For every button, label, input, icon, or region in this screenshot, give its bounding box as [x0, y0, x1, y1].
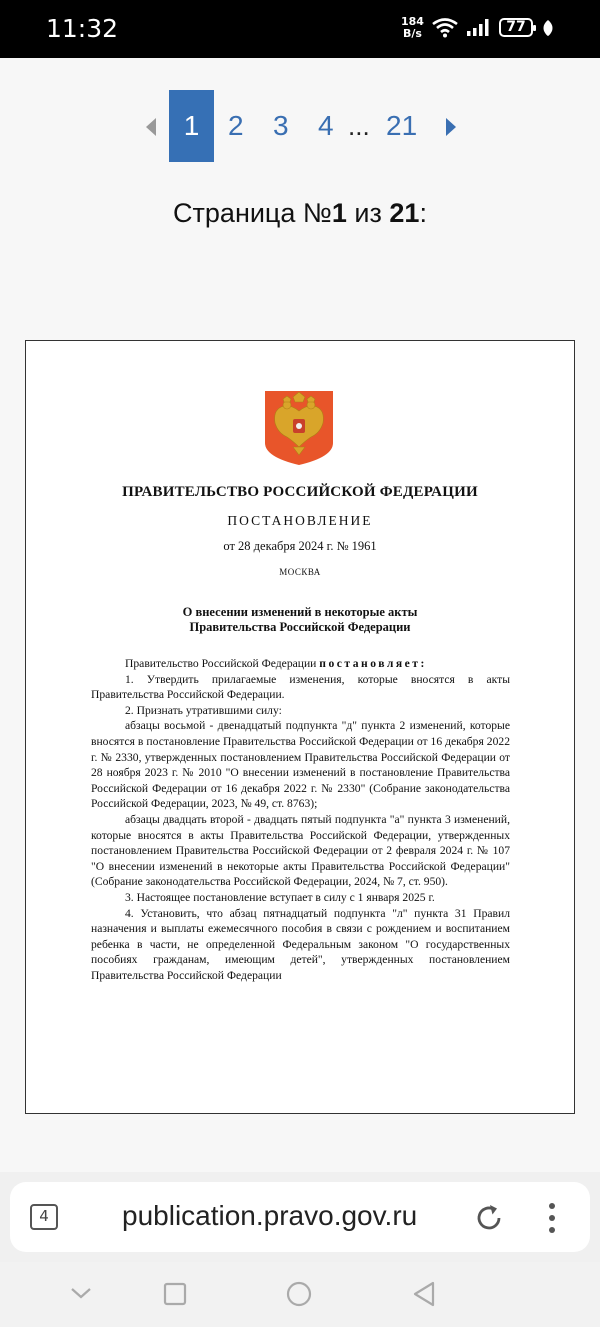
pagination: [0, 90, 600, 162]
document-page: [25, 340, 575, 1114]
resolves-word: постановляет:: [319, 657, 427, 670]
caption-total: 21: [389, 198, 420, 228]
caption-middle: из: [346, 198, 390, 228]
page-link-2[interactable]: 2: [228, 110, 244, 141]
leaf-icon: [541, 19, 555, 37]
circle-icon[interactable]: [286, 1281, 312, 1307]
net-speed-value: 184: [401, 15, 424, 28]
body-paragraph: абзацы двадцать второй - двадцать пятый подпункта "а" пункта 3 изменений, которые вносятся в акты Правительства Российской Федерации, утвержденных постановлением Правительства Российской Федерации от 2 февраля 2024 г. № 107 "О внесении изменений в некоторые акты Правительства Российской Федерации" (Собрание законодательства Российской Федерации, 2024, № 7, ст. 950).: [91, 812, 510, 889]
page-caption: [0, 198, 600, 229]
url-text[interactable]: publication.pravo.gov.ru: [122, 1200, 418, 1231]
government-title: ПРАВИТЕЛЬСТВО РОССИЙСКОЙ ФЕДЕРАЦИИ: [122, 484, 478, 500]
back-triangle-icon[interactable]: [412, 1281, 436, 1307]
decree-date: от 28 декабря 2024 г. № 1961: [223, 539, 377, 553]
wifi-icon: [432, 18, 458, 38]
status-bar: [0, 0, 600, 58]
pagination-ellipsis: ...: [348, 111, 370, 141]
prev-page-arrow-icon[interactable]: [144, 117, 158, 137]
subject-line-2: Правительства Российской Федерации: [189, 620, 411, 634]
reload-icon[interactable]: [474, 1203, 504, 1233]
page-link-3[interactable]: 3: [273, 110, 289, 141]
decree-city: МОСКВА: [279, 567, 321, 577]
coat-of-arms-icon: [263, 389, 335, 467]
body-paragraph: 2. Признать утратившими силу:: [125, 703, 282, 717]
page-link-4[interactable]: 4: [318, 110, 334, 141]
net-speed: [401, 16, 424, 40]
lead-text: Правительство Российской Федерации: [125, 657, 320, 670]
body-paragraph: 4. Установить, что абзац пятнадцатый подпункта "л" пункта 31 Правил назначения и выплаты ежемесячного пособия в связи с рождением и воспитанием ребенка в части, не определенной Федеральным законом "О государственных пособиях гражданам, имеющим детей", утвержденных постановлением Правительства Российской Федерации: [91, 906, 510, 982]
decree-body: [91, 656, 510, 983]
body-paragraph: абзацы восьмой - двенадцатый подпункта "д" пункта 2 изменений, которые вносятся в постановление Правительства Российской Федерации от 16 декабря 2022 г. № 2330, утвержденных постановлением Правительства Российской Федерации от 28 ноября 2023 г. № 2010 "О внесении изменений в постановление Правительства Российской Федерации от 16 декабря 2022 г. № 2330" (Собрание законодательства Российской Федерации, 2023, № 49, ст. 8763);: [91, 719, 510, 811]
subject-line-1: О внесении изменений в некоторые акты: [182, 605, 418, 619]
caption-current: 1: [331, 198, 347, 228]
browser-toolbar: [0, 1172, 600, 1262]
body-paragraph: 1. Утвердить прилагаемые изменения, которые вносятся в акты Правительства Российской Федерации.: [91, 672, 510, 702]
net-speed-unit: B/s: [403, 27, 422, 40]
decree-type: ПОСТАНОВЛЕНИЕ: [227, 513, 373, 528]
chevron-down-icon[interactable]: [70, 1286, 92, 1300]
url-bar[interactable]: [10, 1182, 590, 1252]
tab-switcher-button[interactable]: 4: [30, 1204, 58, 1230]
signal-icon: [466, 18, 492, 38]
more-options-icon[interactable]: [547, 1202, 557, 1234]
next-page-arrow-icon[interactable]: [444, 117, 458, 137]
system-nav-bar: [0, 1262, 600, 1327]
battery-icon: 77: [499, 18, 533, 37]
caption-prefix: Страница №: [173, 198, 332, 228]
decree-subject: [26, 605, 574, 635]
clock: 11:32: [46, 14, 119, 43]
body-paragraph: 3. Настоящее постановление вступает в силу с 1 января 2025 г.: [125, 890, 435, 904]
body-paragraph: [91, 656, 510, 672]
page-1-current: 1: [169, 90, 214, 162]
square-icon[interactable]: [163, 1282, 187, 1306]
caption-suffix: :: [419, 198, 427, 228]
page-link-last[interactable]: 21: [386, 110, 418, 141]
